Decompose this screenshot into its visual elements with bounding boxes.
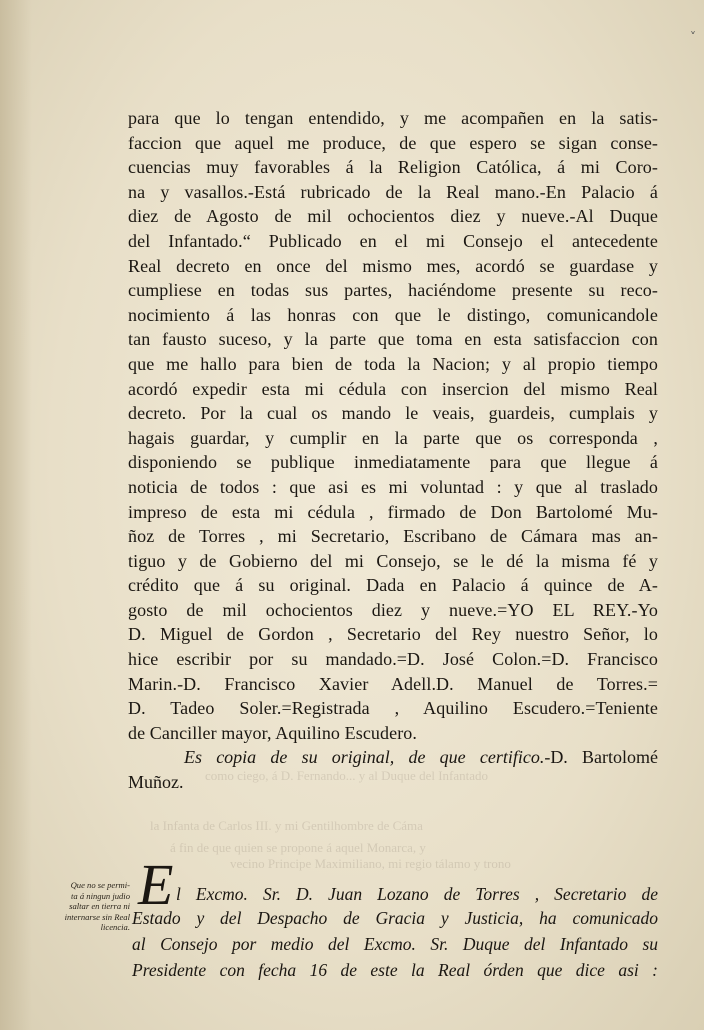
section2-line: Presidente con fecha 16 de este la Real órden que dice asi : [132,960,658,980]
text-line: nocimiento á las honras con que le distingo, comunicandole [128,304,658,325]
section2-line: l Excmo. Sr. D. Juan Lozano de Torres , Secretario de [176,884,658,904]
corner-mark: ˅ [690,30,696,44]
text-line: decreto. Por la cual os mando le veais, guardeis, cumplais y [128,403,658,424]
section2-line: al Consejo por medio del Excmo. Sr. Duque del Infantado su [132,934,658,954]
text-line: noticia de todos : que asi es mi voluntad : y que al traslado [128,476,658,497]
bleed-through-line: á fin de que quien se propone á aquel Monarca, y [170,840,426,855]
text-line: de Canciller mayor, Aquilino Escudero. [128,722,418,743]
text-line: na y vasallos.-Está rubricado de la Real mano.-En Palacio á [128,181,658,202]
marginal-note-line: internarse sin Real [64,911,130,922]
marginal-note [30,880,130,933]
text-line: D. Tadeo Soler.=Registrada , Aquilino Escudero.=Teniente [128,698,658,719]
certifier-name: D. Bartolomé [550,747,658,768]
marginal-note-line: saltar en tierra ni [69,901,130,911]
text-line: del Infantado.“ Publicado en el mi Consejo el antecedente [128,230,658,251]
certification-text: Es copia de su original, de que certifico.- [184,747,551,768]
text-line: ñoz de Torres , mi Secretario, Escribano de Cámara mas an- [128,526,658,547]
text-line: que me hallo para bien de toda la Nacion; y al propio tiempo [128,353,658,374]
marginal-note-line: licencia. [100,922,130,932]
text-line: crédito que á su original. Dada en Palacio á quince de A- [128,575,658,596]
text-line: disponiendo se publique inmediatamente para que llegue á [128,452,658,473]
text-line: tan fausto suceso, y la parte que toma en esta satisfaccion con [128,329,658,350]
text-line: impreso de esta mi cédula , firmado de Don Bartolomé Mu- [128,501,658,522]
text-line: hice escribir por su mandado.=D. José Colon.=D. Francisco [128,649,658,670]
text-line: D. Miguel de Gordon , Secretario del Rey nuestro Señor, lo [128,624,658,645]
bleed-through-line: la Infanta de Carlos III. y mi Gentilhombre de Cáma [150,818,423,833]
text-line: cuencias muy favorables á la Religion Católica, á mi Coro- [128,157,658,178]
binding-shadow [0,0,32,1030]
main-text-block [128,106,658,795]
text-line: hagais guardar, y cumplir en la parte que os corresponda , [128,427,658,448]
section2-line: Estado y del Despacho de Gracia y Justicia, ha comunicado [132,908,658,928]
bleed-through-line: como ciego, á D. Fernando... y al Duque del Infantado [205,768,489,783]
marginal-note-line: Que no se permi- [70,880,130,890]
text-line: gosto de mil ochocientos diez y nueve.=YO EL REY.-Yo [128,599,658,620]
text-line: para que lo tengan entendido, y me acompañen en la satis- [128,108,658,128]
bleed-through-line: vecino Principe Maximiliano, mi regio tálamo y trono [230,856,511,871]
drop-cap: E [138,852,174,917]
text-line: diez de Agosto de mil ochocientos diez y nueve.-Al Duque [128,206,658,227]
certifier-name-cont: Muñoz. [128,772,184,793]
marginal-note-line: ta á ningun judio [71,890,130,901]
text-line: cumpliese en todas sus partes, haciéndome presente su reco- [128,280,658,301]
text-line: acordó expedir esta mi cédula con insercion del mismo Real [128,378,658,399]
text-line: faccion que aquel me produce, de que espero se sigan conse- [128,132,658,153]
text-line: Marin.-D. Francisco Xavier Adell.D. Manuel de Torres.= [128,673,658,694]
certification-line [184,745,658,770]
text-line: Real decreto en once del mismo mes, acordó se guardase y [128,255,658,276]
text-line: tiguo y de Gobierno del mi Consejo, se le dé la misma fé y [128,550,658,571]
